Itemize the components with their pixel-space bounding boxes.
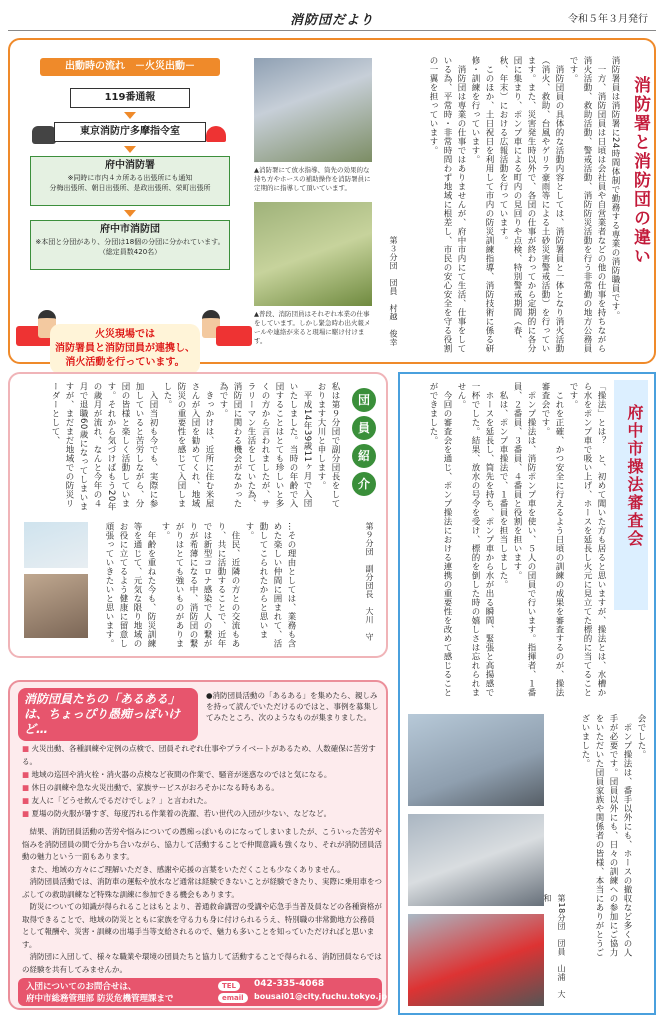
fire-station-note: ※同時に市内４カ所ある出張所にも通知 分梅出張所、朝日出張所、是政出張所、栄町出張所 <box>49 174 211 192</box>
section3-body: 「操法」とは？ と、初めて聞いた方も居ると思いますが、操法とは、水槽から水をポンプ車で吸い上げ、ホースを延長し火元に見立てた標的に当てることです。 これを正確、かつ安全に行えるよう日頃の訓練の成果を審査するのが、操法審査会です。 ポンプ操法は、消防ポンプ車を使い、５人の団員で行います。指揮者、１番員、２番員、３番員、４番員と役割を担います。 私は、ポンプ車操法で、１番員を担当しました。 ホースを延長し、筒先を持ち、ポンプ車から水が出る瞬間、緊張と高揚感で一杯でした。結果、放水の号令を受け、標的を倒した時の嬉しさは忘れられません。 今回の審査会を通じ、ポンプ操法における連携の重要性を改めて感じることができました。 <box>428 382 606 697</box>
flow-step-fire-corps <box>30 220 230 270</box>
section4-intro: ●消防団員活動の「あるある」を集めたら、親しみを持って読んでいただけるのではと、事例を募集してみたところ、次のようなものが集まりました。 <box>206 691 379 722</box>
section2-body-continued: …その理由としては、業務も含めた楽しい仲間に囲まれて、活動してこられたからと思います。 住民、近隣の方との交流もあり、共に活動することで、近年では新型コロナ感染で人の繋がりが希薄になる中、消防団の繋がりはとても強いものがあります。 年齢を重ねた今も、防災訓練等を通じて、元気な限り地域のお役に立てるよう健康に留意し頑張っていきたいと思います。 <box>104 522 296 648</box>
aruaru-list <box>22 742 382 820</box>
paragraph: また、地域の方々にご理解いただき、感謝や応援の言葉をいただくことも少なくありません。 <box>29 864 345 874</box>
paragraph: 結果、消防団員活動の苦労や悩みについての愚痴っぽいものになってしまいましたが、こういった苦労や悩みを消防団員の間で分かち合いながら、協力して活動することで仲間意識も強くなり、それが消防団員活動の魅力という一面もあります。 <box>22 827 382 861</box>
phone-icon <box>32 126 56 144</box>
badge-char-1: 団 <box>352 388 376 412</box>
flow-step-dispatch-center: 東京消防庁多摩指令室 <box>54 122 206 142</box>
photo-firefighter-training <box>254 58 372 162</box>
contact-box <box>18 978 387 1006</box>
list-item: ■ 夏場の防火服が暑すぎ、毎度汚れる作業着の洗濯、若い世代の入団が少ない、などなど。 <box>22 807 382 820</box>
section4-body <box>22 826 382 976</box>
paragraph: 消防団に入団して、様々な職業や環境の団員たちと協力して活動することで得られる、消防団員ならではの経験を共有してみませんか。 <box>22 952 382 974</box>
tel-label: TEL <box>218 981 240 991</box>
flow-arrow-icon <box>124 112 136 119</box>
photo-drill-lineup <box>408 714 544 806</box>
issue-date: 令和５年３月発行 <box>568 14 648 25</box>
fire-station-title: 府中消防署 <box>105 160 155 171</box>
fire-corps-note: ※本団と分団があり、分団は18個の分団に分かれています。 （総定員数420名） <box>35 238 225 256</box>
section3-signature: 第18分団 団員 山浦 大和 <box>543 894 566 999</box>
paragraph: 消防団員活動では、消防車の運転や放水など通常は経験できないことが経験できたり、実際に乗用車をつぶしての救助訓練など特殊な訓練に参加できる機会もあります。 <box>22 877 382 899</box>
section4-heading: 消防団員たちの「あるある」は、ちょっぴり愚痴っぽいけど… <box>18 688 198 741</box>
list-item: ■ 地域の巡回や消火栓・消火器の点検など夜間の作業で、騒音が迷惑なのではと気になる。 <box>22 768 382 781</box>
fire-station-vs-corps-section <box>8 38 656 368</box>
siren-icon <box>206 126 226 142</box>
email-address[interactable]: bousai01@city.fuchu.tokyo.jp <box>254 992 387 1001</box>
flow-step-119-call: 119番通報 <box>70 88 190 108</box>
section1-title: 消防署と消防団の違い <box>630 76 650 266</box>
photo-farm-work <box>254 202 372 306</box>
photo-drill-hose <box>408 814 544 906</box>
list-item: ■ 火災出動、各種訓練や定例の点検で、団員それぞれ仕事やプライベートがあるため、人数確保に苦労する。 <box>22 742 382 768</box>
tel-number[interactable]: 042-335-4068 <box>254 979 325 989</box>
list-item: ■ 休日の訓練や急な火災出動で、家族サービスがおろそかになる時もある。 <box>22 781 382 794</box>
flow-arrow-icon <box>124 146 136 153</box>
flow-arrow-icon <box>124 210 136 217</box>
email-label: email <box>218 993 248 1003</box>
badge-char-2: 員 <box>352 416 376 440</box>
section3-caption: 会でした。 ポンプ操法は、番手以外にも、ホースの撤収など多くの人手が必要です。団員以外にも、日々の訓練への参加にご協力をいただいた団員家族や関係者の皆様、本当にありがとうございました。 <box>580 714 646 957</box>
flow-heading: 出動時の流れ －火災出動－ <box>40 58 220 76</box>
fire-corps-title: 府中市消防団 <box>100 224 160 235</box>
section2-body: 私は第９分団で副分団長をしております大川と申します。 平成14年39歳11ヶ月で入団いたしました。当時の年齢で入団することはとても珍しいと多くの方から言われましたが、サラリーマン生活をしていた為、消防団に関わる機会がなかった為です。 きっかけは、近所に住む米屋さんが入団を勧めてくれ、地域防災の重要性を感じて入団しました。 入団当初も今でも、実際に参加していると苦労しながら、分団の皆様と楽しく活動しています。それから気づけばもう20年の歳月が流れ、なんと今年の４月で退職60歳になってしまいますが、まだまだ地域での防災リーダーとして、 <box>50 382 340 511</box>
contact-line-1: 入団についてのお問合せは、 <box>26 982 137 992</box>
list-item: ■ 友人に「どうせ飲んでるだけでしょ？」と言われた。 <box>22 794 382 807</box>
section1-signature: 第３分団 団員 村越 俊幸 <box>389 236 398 347</box>
member-introduction-section <box>8 372 388 658</box>
drill-competition-section <box>398 372 656 1015</box>
photo-caption-training: ▲消防署にて放水指導、筒先の効果的な持ち方やホースの補助操作を消防署員に定期的に指導して頂いています。 <box>254 166 371 192</box>
fire-truck-icon <box>216 326 252 346</box>
flow-step-fire-station <box>30 156 230 206</box>
section2-signature: 第９分団 副分団長 大川 守 <box>365 522 374 641</box>
newsletter-title: 消防団だより <box>289 13 374 28</box>
photo-member-portrait <box>24 574 88 638</box>
section3-title: 府中市操法審査会 <box>625 404 644 548</box>
contact-line-2: 府中市総務管理部 防災危機管理課まで <box>26 994 174 1004</box>
badge-char-3: 紹 <box>352 444 376 468</box>
aruaru-section <box>8 680 388 1010</box>
header-rule <box>8 30 656 31</box>
badge-char-4: 介 <box>352 472 376 496</box>
photo-drill-pump-truck <box>408 914 544 1006</box>
paragraph: 防災についての知識が得られることはもとより、普通救命講習の受講や応急手当普及員などの各種資格が取得できることで、地域の防災とともに家族を守る力も身に付けられるうえ、特別職の非常勤地方公務員として報酬や、災害・訓練の出場手当等支給されるので、魅力も多いことを知っていただければと思います。 <box>22 902 382 949</box>
joint-operation-note: 火災現場では 消防署員と消防団員が連携し、 消火活動を行っています。 <box>50 324 200 374</box>
section1-body: 消防署員は消防署に24時間体制で勤務する専業の消防職員です。 一方、消防団員は日頃は会社員や自営業者などの他の仕事を持ちながら消火活動、救助活動、警戒活動、消防防災活動を行う非常勤の地方公務員です。 消防団員の具体的な活動内容としては、消防署員と一体となり消火活動（消火、救助、台風やゲリラ豪雨等による土砂災害警戒活動）を行っています。また、災害発生時以外で、各団の仕事が終わってから定期的に各分団に集まり、ポンプ車による町内の見回りや点検、特別警戒期間（春、秋、年末）における広報活動を行っています。 このほか、土日祝日を利用して市内の防災訓練指導、消防技術に係る研修・訓練を行っています。 消防団は専業の仕事ではありませんが、府中市内にて生活、仕事をしている為、平常時・非常時問わず地域に根差し、市民の安心安全を守る役割の一翼を担っています。 <box>428 56 620 353</box>
photo-caption-daily-work: ▲普段、消防団員はそれぞれ本業の仕事をしています。しかし緊急時わ出火報メールや連絡が来ると現場に駆け付けます。 <box>254 310 371 345</box>
photo-member-training <box>24 522 88 568</box>
